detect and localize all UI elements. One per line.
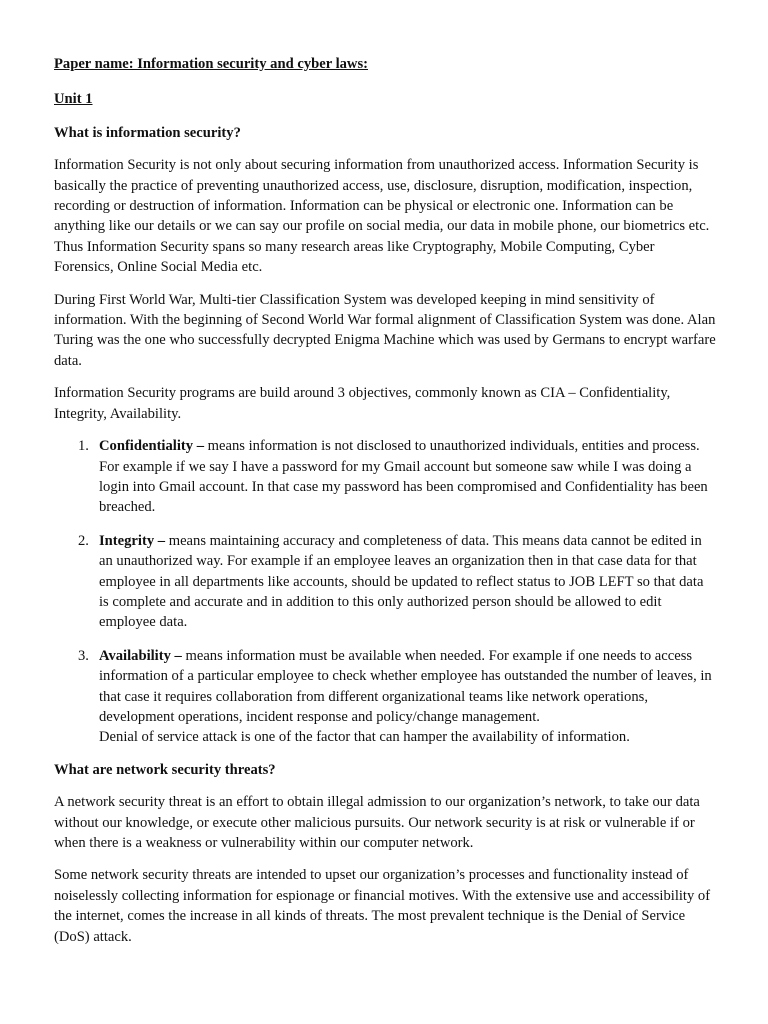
paragraph-threat-definition: A network security threat is an effort to obtain illegal admission to our organization’s network, to take our data without our knowledge, or execute other malicious pursuits. Our network security is at risk or vulnerable if or when there is a weakness or vulnerability within our computer network.	[54, 794, 700, 851]
availability-note: Denial of service attack is one of the factor that can hamper the availability of information.	[99, 729, 630, 746]
section-heading-network-threats: What are network security threats?	[54, 761, 276, 778]
paper-title: Paper name: Information security and cyber laws:	[54, 56, 369, 72]
paragraph-history: During First World War, Multi-tier Classification System was developed keeping in mind sensitivity of information. With the beginning of Second World War formal alignment of Classification System was done. Alan Turing was the one who successfully decrypted Enigma Machine which was used by Germans to encrypt warfare data.	[54, 291, 716, 369]
list-item-integrity	[54, 531, 716, 633]
cia-list	[54, 436, 716, 748]
paragraph-definition: Information Security is not only about securing information from unauthorized access. Information Security is basically the practice of preventing unauthorized access, use, disclosure, disruption, modification, inspection, recording or destruction of information. Information can be physical or electronic one. Information can be anything like our details or we can say our profile on social media, our data in mobile phone, our biometrics etc. Thus Information Security spans so many research areas like Cryptography, Mobile Computing, Cyber Forensics, Online Social Media etc.	[54, 157, 710, 276]
list-item-availability	[54, 646, 716, 748]
list-number: 3.	[78, 647, 89, 664]
definition-integrity: means maintaining accuracy and completeness of data. This means data cannot be edited in an unauthorized way. For example if an employee leaves an organization then in that case data for that employee in all departments like accounts, should be updated to reflect status to JOB LEFT so that data is complete and accurate and in addition to this only authorized person should be allowed to edit employee data.	[99, 532, 704, 631]
unit-heading: Unit 1	[54, 91, 93, 108]
section-heading-information-security: What is information security?	[54, 124, 241, 141]
document-body	[54, 54, 716, 959]
definition-confidentiality: means information is not disclosed to unauthorized individuals, entities and process. For example if we say I have a password for my Gmail account but someone saw while I was doing a login into Gmail account. In that case my password has been compromised and Confidentiality has been breached.	[99, 438, 708, 516]
list-item-confidentiality	[54, 436, 716, 518]
list-number: 2.	[78, 532, 89, 549]
list-number: 1.	[78, 438, 89, 455]
paragraph-cia-intro: Information Security programs are build around 3 objectives, commonly known as CIA – Confidentiality, Integrity, Availability.	[54, 385, 671, 422]
term-integrity: Integrity –	[99, 532, 166, 549]
term-confidentiality: Confidentiality –	[99, 438, 204, 455]
definition-availability: means information must be available when needed. For example if one needs to access information of a particular employee to check whether employee has outstanded the number of leaves, in that case it requires collaboration from different organizational teams like network operations, development operations, incident response and policy/change management.	[99, 647, 712, 725]
paragraph-threat-dos: Some network security threats are intended to upset our organization’s processes and functionality instead of noiselessly collecting information for espionage or financial motives. With the extensive use and accessibility of the internet, comes the increase in all kinds of threats. The most prevalent technique is the Denial of Service (DoS) attack.	[54, 867, 711, 945]
term-availability: Availability –	[99, 647, 182, 664]
